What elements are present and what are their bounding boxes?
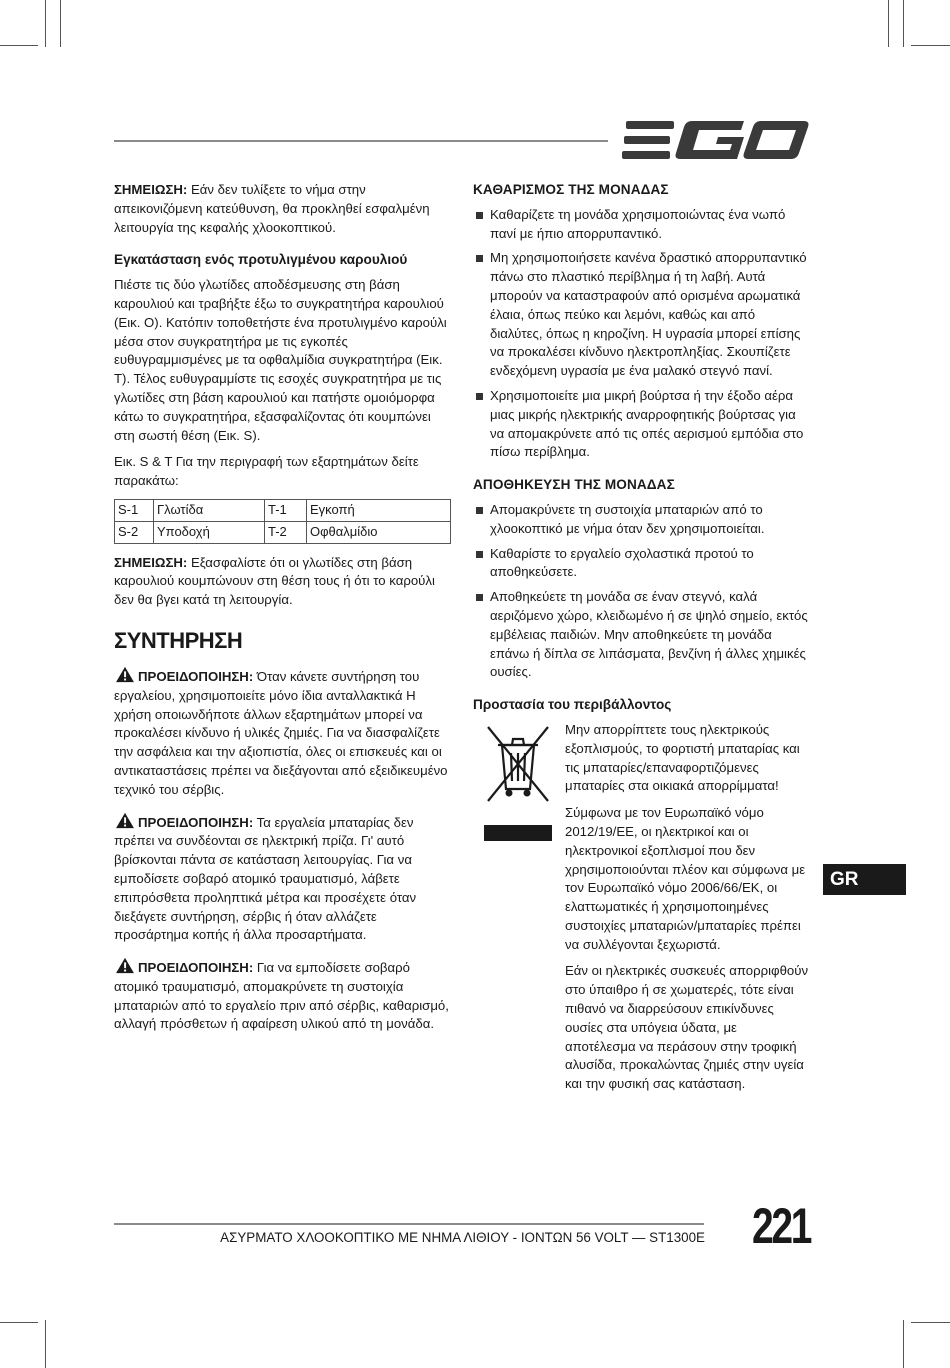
note-text: Εάν δεν τυλίξετε το νήμα στην απεικονιζόμενη κατεύθυνση, θα προκληθεί εσφαλμένη λειτουργία της κεφαλής χλοοκοπτικού. [114,182,430,235]
bullet-icon [476,255,483,262]
part-name: Γλωτίδα [154,499,265,521]
bullet-icon [476,212,483,219]
ego-logo [622,119,810,161]
page-number: 221 [752,1198,811,1254]
env-section [473,721,809,1094]
part-code: T-1 [265,499,307,521]
note-label: ΣΗΜΕΙΩΣΗ: [114,554,188,570]
bullet-icon [476,393,483,400]
note-label: ΣΗΜΕΙΩΣΗ: [114,182,188,197]
bullet-icon [476,594,483,601]
warning-paragraph [114,666,452,800]
env-text [565,721,809,1094]
crop-mark [0,1322,38,1323]
language-tab: GR [823,864,906,895]
warning-text: Τα εργαλεία μπαταρίας δεν πρέπει να συνδέονται σε ηλεκτρική πρίζα. Γι' αυτό βρίσκονται πάντα σε κατάσταση λειτουργίας. Για να εμποδίσετε σοβαρό ατομικό τραυματισμό, λάβετε επιπρόσθετα προληπτικά μέτρα και προσέχετε όταν διεξάγετε συντήρηση, σέρβις ή όταν αλλάζετε προσάρτημα κοπής ή άλλα προσαρτήματα. [114,814,417,943]
crop-mark [911,45,950,46]
crop-mark [911,1322,950,1323]
env-paragraph: Μην απορρίπτετε τους ηλεκτρικούς εξοπλισμούς, το φορτιστή μπαταρίας και τις μπαταρίες/επαναφορτιζόμενες μπαταρίες στα οικιακά απορρίμματα! [565,721,800,794]
footer-rule [114,1223,704,1225]
warning-label: ΠΡΟΕΙΔΟΠΟΙΗΣΗ: [138,814,254,830]
install-text: Πιέστε τις δύο γλωτίδες αποδέσμευσης στη βάση καρουλιού και τραβήξτε έξω το συγκρατητήρα καρουλιού (Εικ. O). Κατόπιν τοποθετήστε ένα προτυλιγμένο καρούλι μέσα στον συγκρατητήρα με τις εγκοπές ευθυγραμμισμένες με τα οφθαλμίδια συγκρατητήρα (Εικ. T). Τέλος ευθυγραμμίστε τις εσοχές συγκρατητήρα με τις γλωτίδες στη βάση καρουλιού και πατήστε ομοιόμορφα κάτω το συγκρατητήρα, εξασφαλίζοντας ότι κουμπώνει στη σωστή θέση (Εικ. S). [114,277,447,443]
warning-paragraph [114,957,452,1034]
install-heading: Εγκατάσταση ενός προτυλιγμένου καρουλιού [114,252,408,268]
list-item [473,501,809,539]
list-item-text: Καθαρίζετε τη μονάδα χρησιμοποιώντας ένα νωπό πανί με ήπιο απορρυπαντικό. [490,206,786,241]
list-item [473,588,809,682]
crop-mark [888,0,889,47]
maintenance-heading: ΣΥΝΤΗΡΗΣΗ [114,627,243,653]
parts-table [114,499,451,544]
table-row [115,521,451,543]
right-column [473,181,809,1102]
warning-text: Όταν κάνετε συντήρηση του εργαλείου, χρησιμοποιείτε μόνο ίδια ανταλλακτικά Η χρήση οποιωνδήποτε άλλων εξαρτημάτων μπορεί να προκαλέσει κίνδυνο ή υλικές ζημιές. Για να διασφαλίζετε την ασφάλεια και την αξιοπιστία, όλες οι επισκευές και οι αντικαταστάσεις πρέπει να διεξάγονται από εξειδικευμένο τεχνικό του σέρβις. [114,668,448,797]
list-item-text: Αποθηκεύετε τη μονάδα σε έναν στεγνό, καλά αεριζόμενο χώρο, κλειδωμένο ή σε ψηλό σημείο, εκτός εμβέλειας παιδιών. Μην αποθηκεύετε τη μονάδα επάνω ή δίπλα σε λιπάσματα, βενζίνη ή άλλες χημικές ουσίες. [490,589,808,680]
part-name: Υποδοχή [154,521,265,543]
warning-icon [114,812,136,829]
crop-mark [903,0,904,47]
warning-label: ΠΡΟΕΙΔΟΠΟΙΗΣΗ: [138,960,254,976]
list-item-text: Χρησιμοποιείτε μια μικρή βούρτσα ή την έξοδο αέρα μιας μικρής ηλεκτρικής αναρροφητικής βούρτσας για να απομακρύνετε από τις οπές αερισμού εμπόδια στο πίσω περίβλημα. [490,387,804,460]
crop-mark [45,1320,46,1368]
list-item-text: Καθαρίστε το εργαλείο σχολαστικά προτού το αποθηκεύσετε. [490,545,754,580]
warning-icon [114,957,136,974]
warning-icon [114,666,136,683]
warning-paragraph [114,812,452,946]
env-paragraph: Σύμφωνα με τον Ευρωπαϊκό νόμο 2012/19/ΕΕ, οι ηλεκτρικοί και οι ηλεκτρονικοί εξοπλισμοί που δεν χρησιμοποιούνται πλέον και σύμφωνα με τον Ευρωπαϊκό νόμο 2006/66/ΕΚ, οι ελαττωματικές ή χρησιμοποιημένες συστοιχίες μπαταριών/μπαταρίες πρέπει να συλλέγονται ξεχωριστά. [565,805,806,952]
table-row [115,499,451,521]
list-item [473,206,809,244]
storage-heading: ΑΠΟΘΗΚΕΥΣΗ ΤΗΣ ΜΟΝΑΔΑΣ [473,477,675,493]
note-paragraph [114,181,452,237]
header-rule [114,140,608,142]
part-code: S-2 [115,521,154,543]
bullet-icon [476,551,483,558]
crop-mark [903,1320,904,1368]
crop-mark [45,0,46,47]
part-code: S-1 [115,499,154,521]
cleaning-list [473,206,809,462]
list-item-text: Μη χρησιμοποιήσετε κανένα δραστικό απορρυπαντικό πάνω στο πλαστικό περίβλημα ή τη λαβή. Αυτά μπορούν να καταστραφούν από ορισμένα αρωματικά έλαια, όπως πεύκο και λεμόνι, καθώς και από διαλύτες, όπως η κηροζίνη. Η υγρασία μπορεί επίσης να προκαλέσει κίνδυνο ηλεκτροπληξίας. Σκουπίζετε ενδεχόμενη υγρασία με ένα μαλακό στεγνό πανί. [490,250,807,379]
note-paragraph [114,554,452,610]
note-text: Εξασφαλίστε ότι οι γλωτίδες στη βάση καρουλιού κουμπώνουν στη θέση τους ή ότι το καρούλι δεν θα βγει κατά τη λειτουργία. [114,554,435,608]
left-column [114,181,452,1042]
list-item [473,545,809,583]
part-code: T-2 [265,521,307,543]
storage-list [473,501,809,682]
env-paragraph: Εάν οι ηλεκτρικές συσκευές απορριφθούν στο ύπαιθρο ή σε χωματερές, τότε είναι πιθανό να διαρρεύσουν επικίνδυνες ουσίες στα υπόγεια ύδατα, με αποτέλεσμα να περάσουν στην τροφική αλυσίδα, προκαλώντας ζημιές στην υγεία και την φυσική σας κατάσταση. [565,963,809,1092]
warning-label: ΠΡΟΕΙΔΟΠΟΙΗΣΗ: [138,668,254,684]
list-item [473,387,809,462]
crop-mark [0,45,38,46]
bullet-icon [476,507,483,514]
env-heading: Προστασία του περιβάλλοντος [473,697,672,713]
crop-mark [60,0,61,47]
list-item-text: Απομακρύνετε τη συστοιχία μπαταριών από το χλοοκοπτικό με νήμα όταν δεν χρησιμοποιείται. [490,501,765,536]
footer-title: ΑΣΥΡΜΑΤΟ ΧΛΟΟΚΟΠΤΙΚΟ ΜΕ ΝΗΜΑ ΛΙΘΙΟΥ - ΙΟΝΤΩΝ 56 VOLT — ST1300E [220,1230,705,1245]
warning-text: Για να εμποδίσετε σοβαρό ατομικό τραυματισμό, απομακρύνετε τη συστοιχία μπαταριών από το εργαλείο πριν από σέρβις, καθαρισμό, αλλαγή πρόσθετων ή αφαίρεση υλικού από τη μονάδα. [114,960,449,1032]
list-item [473,249,809,381]
fig-ref-text: Εικ. S & T Για την περιγραφή των εξαρτημάτων δείτε παρακάτω: [114,454,419,489]
part-name: Οφθαλμίδιο [307,521,451,543]
weee-bin-icon [484,723,552,841]
cleaning-heading: ΚΑΘΑΡΙΣΜΟΣ ΤΗΣ ΜΟΝΑΔΑΣ [473,182,669,197]
part-name: Εγκοπή [307,499,451,521]
